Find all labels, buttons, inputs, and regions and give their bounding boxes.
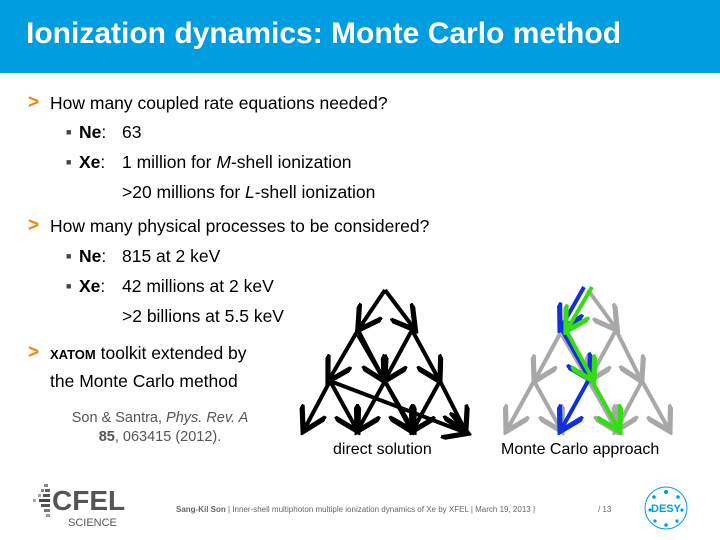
square-bullet-icon: ■	[66, 251, 72, 261]
bullet-arrow-icon: >	[28, 342, 40, 363]
footer-sep-1: |	[228, 505, 233, 514]
ne-colon: :	[101, 122, 107, 142]
ne-rate-line	[79, 121, 106, 143]
cfel-logo	[28, 478, 148, 530]
xe-rate-value	[122, 151, 352, 173]
reference-citation	[55, 409, 265, 447]
monte-carlo-caption: Monte Carlo approach	[501, 441, 660, 458]
desy-logo-text: DESY	[651, 503, 681, 515]
reference-line-2	[55, 428, 265, 447]
reference-pages: , 063415 (2012).	[114, 429, 222, 445]
xe-rate2-text: >20 millions for	[122, 182, 246, 202]
reference-authors: Son & Santra,	[71, 410, 167, 426]
xe-label: Xe	[79, 276, 101, 296]
footer-sep-2: |	[470, 505, 476, 514]
ne-colon: :	[101, 246, 107, 266]
footer-sep-3: |	[532, 505, 536, 514]
xatom-line	[50, 342, 247, 366]
bullet-arrow-icon: >	[28, 92, 40, 113]
xe-rate-text-end: -shell ionization	[230, 152, 352, 172]
ne-label: Ne	[79, 122, 102, 142]
xe-rate-value-2	[122, 181, 375, 203]
question-rate-equations: How many coupled rate equations needed?	[50, 93, 388, 113]
xatom-text: toolkit extended by	[95, 343, 247, 363]
xatom-name: XATOM	[50, 347, 96, 362]
square-bullet-icon: ■	[66, 127, 72, 137]
cfel-logo-text: CFEL	[52, 485, 126, 516]
l-shell-letter: L	[245, 182, 255, 202]
cfel-logo-graphic	[28, 478, 148, 530]
xe-label: Xe	[79, 152, 101, 172]
mc-green-path	[566, 287, 618, 428]
cfel-logo-science: SCIENCE	[68, 517, 117, 529]
reference-journal: Phys. Rev. A	[166, 410, 249, 426]
footer-text	[176, 505, 535, 514]
square-bullet-icon: ■	[66, 157, 72, 167]
reference-line-1	[55, 409, 265, 428]
ne-process-value: 815 at 2 keV	[122, 246, 221, 266]
xe-process-line	[79, 275, 105, 297]
ne-process-line	[79, 245, 106, 267]
ne-label: Ne	[79, 246, 102, 266]
footer-page: / 13	[598, 505, 612, 514]
xe-process-value-2: >2 billions at 5.5 keV	[122, 306, 284, 326]
xe-colon: :	[100, 152, 106, 172]
direct-solution-caption: direct solution	[333, 441, 432, 458]
question-processes: How many physical processes to be considered?	[50, 216, 430, 236]
xe-rate-text: 1 million for	[122, 152, 217, 172]
slide-header	[0, 0, 720, 73]
xe-process-value: 42 millions at 2 keV	[122, 276, 274, 296]
monte-carlo-tree	[508, 290, 668, 428]
desy-logo-graphic	[644, 486, 688, 530]
footer-author: Sang-Kil Son	[176, 505, 226, 514]
square-bullet-icon: ■	[66, 281, 72, 291]
mc-blue-path	[562, 287, 588, 428]
desy-logo	[644, 486, 688, 530]
footer-talk-title: Inner-shell multiphoton multiple ionization dynamics of Xe by XFEL	[232, 505, 469, 514]
footer-date: March 19, 2013	[475, 505, 531, 514]
m-shell-letter: M	[216, 152, 231, 172]
xe-rate-line	[79, 151, 105, 173]
xe-colon: :	[100, 276, 106, 296]
bullet-arrow-icon: >	[28, 215, 40, 236]
xe-rate2-text-end: -shell ionization	[254, 182, 376, 202]
xatom-line-2: the Monte Carlo method	[50, 371, 238, 391]
slide-title: Ionization dynamics: Monte Carlo method	[26, 17, 622, 50]
direct-solution-tree	[305, 290, 464, 432]
ne-rate-value: 63	[122, 122, 142, 142]
reference-volume: 85	[98, 429, 115, 445]
